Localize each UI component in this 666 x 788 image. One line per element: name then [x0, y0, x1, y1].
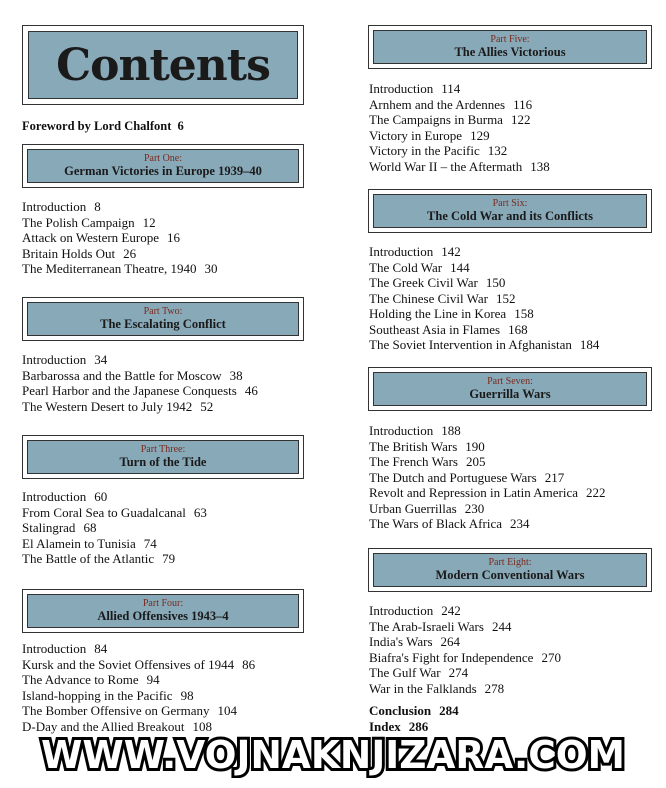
entry-title: War in the Falklands — [369, 680, 477, 696]
entry-title: The Polish Campaign — [22, 214, 135, 230]
entry-title: Conclusion — [369, 703, 432, 718]
entry-page: 104 — [217, 703, 237, 718]
part-one-header — [22, 144, 304, 188]
entry-page: 8 — [94, 199, 101, 214]
entry-title: Introduction — [369, 81, 434, 96]
toc-entry — [369, 665, 561, 681]
entry-title: Britain Holds Out — [22, 245, 116, 261]
toc-entry — [369, 439, 606, 455]
entry-title: World War II – the Aftermath — [369, 158, 523, 174]
entry-page: 26 — [123, 245, 137, 261]
entry-title: The Battle of the Atlantic — [22, 551, 155, 566]
entry-page: 184 — [579, 337, 600, 352]
toc-entry — [369, 470, 606, 486]
part-seven-header — [368, 367, 652, 411]
watermark-text: WWW.VOJNAKNJIZARA.COM — [41, 733, 625, 777]
toc-entry — [369, 97, 550, 113]
toc-entry — [22, 672, 255, 688]
entry-page: 86 — [242, 656, 256, 672]
toc-entry — [369, 260, 599, 276]
toc-entry — [22, 703, 255, 719]
part-title: Allied Offensives 1943–4 — [97, 608, 229, 623]
part-two-box — [27, 302, 299, 336]
toc-entry — [369, 128, 550, 144]
toc-entry — [369, 650, 561, 666]
entry-title: Arnhem and the Ardennes — [369, 96, 506, 112]
contents-title: Contents — [56, 39, 270, 91]
part-six-entries — [369, 244, 599, 353]
part-seven-entries — [369, 423, 606, 532]
toc-entry — [369, 337, 599, 353]
entry-title: Attack on Western Europe — [22, 230, 159, 245]
entry-page: 168 — [508, 321, 528, 337]
entry-title: D-Day and the Allied Breakout — [22, 718, 185, 734]
entry-page: 158 — [514, 306, 534, 321]
toc-entry — [22, 641, 255, 657]
toc-entry — [369, 516, 606, 532]
entry-page: 94 — [146, 672, 160, 687]
part-six-header — [368, 189, 652, 233]
entry-title: India's Wars — [369, 634, 433, 649]
entry-title: Victory in Europe — [369, 127, 463, 143]
entry-title: The Soviet Intervention in Afghanistan — [369, 337, 572, 352]
toc-entry — [22, 261, 217, 277]
entry-title: The Mediterranean Theatre, 1940 — [22, 261, 197, 276]
part-one-box — [27, 149, 299, 183]
part-title: German Victories in Europe 1939–40 — [64, 163, 262, 178]
toc-entry — [369, 634, 561, 650]
entry-page: 34 — [94, 352, 108, 367]
entry-page: 60 — [94, 489, 108, 504]
part-one-entries — [22, 199, 217, 277]
entry-title: The Greek Civil War — [369, 275, 478, 290]
entry-title: The Bomber Offensive on Germany — [22, 703, 210, 718]
part-four-entries — [22, 641, 255, 734]
watermark — [38, 730, 628, 778]
toc-entry — [369, 244, 599, 260]
part-label: Part Three: — [140, 444, 186, 456]
entry-title: Introduction — [22, 489, 87, 504]
part-four-box — [27, 594, 299, 628]
toc-entry — [22, 368, 258, 384]
part-label: Part Six: — [492, 198, 528, 210]
entry-page: 230 — [464, 500, 485, 516]
entry-title: Holding the Line in Korea — [369, 306, 507, 321]
entry-page: 12 — [142, 214, 156, 230]
entry-page: 150 — [485, 275, 506, 290]
entry-title: The British Wars — [369, 438, 458, 454]
entry-title: The Arab-Israeli Wars — [369, 618, 484, 634]
part-eight-header — [368, 548, 652, 592]
entry-title: Victory in the Pacific — [369, 143, 480, 158]
toc-entry — [22, 246, 217, 262]
toc-entry — [369, 501, 606, 517]
part-title: The Cold War and its Conflicts — [427, 208, 593, 223]
entry-title: The French Wars — [369, 454, 458, 469]
toc-entry — [369, 485, 606, 501]
entry-title: From Coral Sea to Guadalcanal — [22, 504, 186, 520]
entry-page: 68 — [83, 520, 97, 535]
entry-title: El Alamein to Tunisia — [22, 535, 136, 551]
toc-entry — [22, 383, 258, 399]
entry-title: The Cold War — [369, 259, 443, 275]
toc-entry — [369, 112, 550, 128]
entry-page: 222 — [586, 485, 606, 500]
toc-entry — [22, 399, 258, 415]
part-three-entries — [22, 489, 207, 567]
entry-page: 138 — [530, 158, 550, 174]
entry-page: 234 — [510, 516, 530, 531]
toc-entry — [369, 603, 561, 619]
part-five-box — [373, 30, 647, 64]
entry-page: 142 — [441, 244, 461, 259]
contents-title-frame — [22, 25, 304, 105]
entry-page: 284 — [439, 703, 459, 718]
toc-entry — [369, 143, 550, 159]
entry-title: Introduction — [22, 199, 87, 214]
part-title: The Allies Victorious — [454, 44, 566, 59]
entry-title: Barbarossa and the Battle for Moscow — [22, 367, 222, 383]
entry-page: 188 — [441, 423, 461, 438]
toc-entry — [369, 291, 599, 307]
entry-page: 79 — [162, 551, 176, 566]
toc-entry — [369, 681, 561, 697]
toc-entry — [22, 505, 207, 521]
toc-entry — [22, 489, 207, 505]
part-label: Part Five: — [490, 34, 530, 46]
entry-title: Revolt and Repression in Latin America — [369, 485, 579, 500]
entry-page: 74 — [143, 535, 157, 551]
toc-entry — [369, 322, 599, 338]
part-label: Part Seven: — [487, 376, 533, 388]
entry-page: 242 — [441, 603, 461, 618]
part-label: Part Two: — [143, 306, 183, 318]
toc-entry — [369, 159, 550, 175]
entry-page: 217 — [544, 469, 565, 485]
part-eight-box — [373, 553, 647, 587]
entry-title: The Wars of Black Africa — [369, 516, 502, 531]
entry-page: 30 — [204, 261, 218, 276]
entry-page: 278 — [484, 680, 505, 696]
part-label: Part Four: — [142, 598, 184, 610]
entry-title: Pearl Harbor and the Japanese Conquests — [22, 383, 237, 398]
entry-page: 16 — [166, 230, 180, 245]
entry-page: 52 — [200, 398, 214, 414]
entry-page: 46 — [244, 383, 258, 398]
entry-title: The Dutch and Portuguese Wars — [369, 469, 537, 485]
part-eight-entries — [369, 603, 561, 696]
toc-entry — [22, 199, 217, 215]
part-seven-box — [373, 372, 647, 406]
entry-title: Index — [369, 718, 401, 734]
entry-title: Biafra's Fight for Independence — [369, 649, 534, 665]
entry-page: 63 — [193, 504, 207, 520]
entry-page: 122 — [510, 112, 531, 127]
entry-title: Introduction — [22, 352, 87, 367]
entry-page: 152 — [495, 290, 516, 306]
toc-entry — [369, 423, 606, 439]
part-label: Part Eight: — [488, 557, 532, 569]
toc-entry — [22, 551, 207, 567]
toc-entry — [369, 454, 606, 470]
entry-title: Introduction — [369, 244, 434, 259]
entry-title: Urban Guerrillas — [369, 500, 457, 516]
part-title: The Escalating Conflict — [100, 316, 226, 331]
entry-page: 108 — [192, 718, 212, 734]
part-six-box — [373, 194, 647, 228]
toc-entry — [22, 215, 217, 231]
entry-title: Introduction — [369, 423, 434, 438]
part-title: Modern Conventional Wars — [435, 567, 585, 582]
toc-entry — [369, 81, 550, 97]
part-label: Part One: — [143, 153, 183, 165]
entry-page: 286 — [408, 718, 429, 734]
entry-title: Introduction — [369, 603, 434, 618]
part-title: Guerrilla Wars — [469, 386, 551, 401]
part-five-header — [368, 25, 652, 69]
entry-title: Southeast Asia in Flames — [369, 321, 501, 337]
toc-entry — [369, 275, 599, 291]
entry-page: 264 — [440, 634, 461, 649]
entry-title: Introduction — [22, 641, 87, 656]
part-five-entries — [369, 81, 550, 174]
toc-entry — [22, 657, 255, 673]
entry-title: Island-hopping in the Pacific — [22, 687, 173, 703]
part-four-header — [22, 589, 304, 633]
entry-title: The Advance to Rome — [22, 672, 139, 687]
toc-entry — [22, 688, 255, 704]
entry-page: 114 — [441, 81, 461, 96]
toc-entry — [22, 536, 207, 552]
entry-title: Stalingrad — [22, 520, 76, 535]
entry-page: 116 — [513, 96, 533, 112]
entry-page: 244 — [491, 618, 512, 634]
entry-page: 190 — [465, 438, 485, 454]
toc-entry — [22, 230, 217, 246]
part-two-header — [22, 297, 304, 341]
entry-page: 38 — [229, 367, 243, 383]
entry-page: 270 — [541, 649, 561, 665]
toc-entry — [369, 619, 561, 635]
entry-page: 274 — [448, 665, 469, 680]
toc-entry — [22, 352, 258, 368]
entry-title: The Western Desert to July 1942 — [22, 398, 193, 414]
entry-page: 98 — [180, 687, 194, 703]
entry-page: 205 — [465, 454, 486, 469]
entry-title: Kursk and the Soviet Offensives of 1944 — [22, 656, 235, 672]
part-two-entries — [22, 352, 258, 414]
entry-title: The Chinese Civil War — [369, 290, 488, 306]
part-three-box — [27, 440, 299, 474]
entry-title: The Gulf War — [369, 665, 441, 680]
entry-page: 132 — [487, 143, 508, 158]
foreword-label: Foreword by Lord Chalfont — [22, 119, 172, 133]
contents-title-box — [28, 31, 298, 99]
entry-page: 84 — [94, 641, 108, 656]
toc-entry — [369, 306, 599, 322]
entry-page: 129 — [470, 127, 490, 143]
foreword-page: 6 — [177, 119, 184, 133]
part-title: Turn of the Tide — [119, 454, 207, 469]
conclusion-entry — [369, 703, 459, 719]
entry-page: 144 — [450, 259, 470, 275]
part-three-header — [22, 435, 304, 479]
entry-title: The Campaigns in Burma — [369, 112, 503, 127]
foreword-entry — [22, 119, 184, 134]
toc-entry — [22, 520, 207, 536]
